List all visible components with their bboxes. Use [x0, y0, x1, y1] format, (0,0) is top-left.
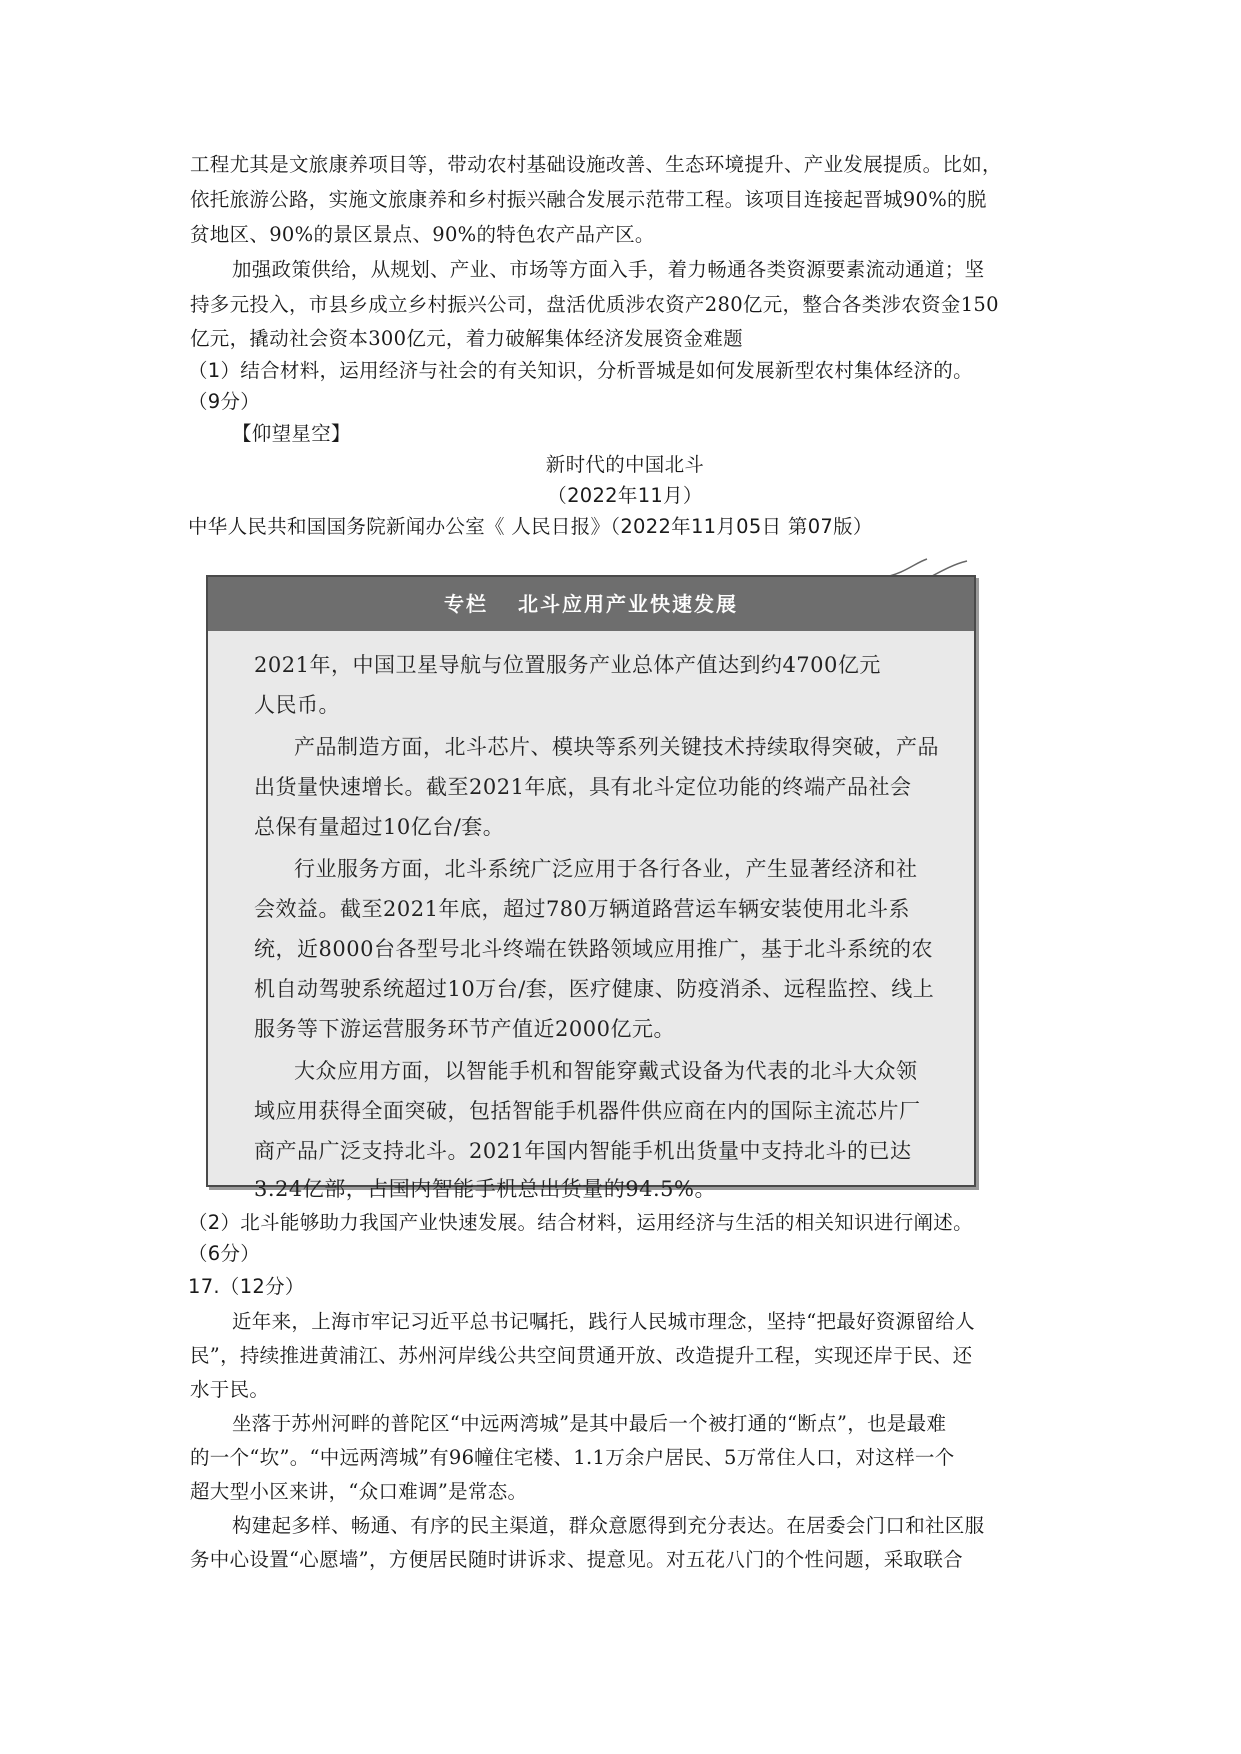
box-line: 总保有量超过10亿台/套。	[254, 815, 505, 839]
paragraph-line: 构建起多样、畅通、有序的民主渠道，群众意愿得到充分表达。在居委会门口和社区服	[232, 1514, 985, 1537]
box-line: 会效益。截至2021年底，超过780万辆道路营运车辆安装使用北斗系	[254, 897, 911, 921]
section-heading: 【仰望星空】	[232, 422, 351, 445]
question-1-line: （1）结合材料，运用经济与社会的有关知识，分析晋城是如何发展新型农村集体经济的。	[188, 359, 973, 382]
info-box	[206, 575, 976, 1201]
box-line: 行业服务方面，北斗系统广泛应用于各行各业，产生显著经济和社	[294, 857, 918, 881]
box-line: 服务等下游运营服务环节产值近2000亿元。	[254, 1017, 675, 1041]
question-17-header: 17.（12分）	[188, 1275, 305, 1298]
box-line: 大众应用方面，以智能手机和智能穿戴式设备为代表的北斗大众领	[294, 1059, 918, 1083]
paragraph-line: 务中心设置“心愿墙”，方便居民随时讲诉求、提意见。对五花八门的个性问题，采取联合	[190, 1548, 963, 1571]
paragraph-line: 近年来，上海市牢记习近平总书记嘱托，践行人民城市理念，坚持“把最好资源留给人	[232, 1310, 975, 1333]
paragraph-line: 超大型小区来讲，“众口难调”是常态。	[190, 1480, 528, 1503]
paragraph-line: 民”，持续推进黄浦江、苏州河岸线公共空间贯通开放、改造提升工程，实现还岸于民、还	[190, 1344, 973, 1367]
article-date: （2022年11月）	[547, 484, 703, 507]
box-line: 3.24亿部，占国内智能手机总出货量的94.5%。	[254, 1177, 716, 1201]
paragraph-line: 坐落于苏州河畔的普陀区“中远两湾城”是其中最后一个被打通的“断点”，也是最难	[232, 1412, 947, 1435]
paragraph-line: 贫地区、90%的景区景点、90%的特色农产品产区。	[190, 223, 655, 246]
paragraph-line: 持多元投入，市县乡成立乡村振兴公司，盘活优质涉农资产280亿元，整合各类涉农资金150	[190, 293, 999, 316]
box-line: 域应用获得全面突破，包括智能手机器件供应商在内的国际主流芯片厂	[254, 1099, 921, 1123]
box-line: 机自动驾驶系统超过10万台/套，医疗健康、防疫消杀、远程监控、线上	[254, 977, 935, 1001]
box-line: 人民币。	[254, 693, 340, 717]
box-line: 商产品广泛支持北斗。2021年国内智能手机出货量中支持北斗的已达	[254, 1139, 912, 1163]
info-box-title: 北斗应用产业快速发展	[518, 592, 738, 616]
box-line: 出货量快速增长。截至2021年底，具有北斗定位功能的终端产品社会	[254, 775, 912, 799]
box-line: 2021年，中国卫星导航与位置服务产业总体产值达到约4700亿元	[254, 653, 881, 677]
box-line: 统，近8000台各型号北斗终端在铁路领域应用推广，基于北斗系统的农	[254, 937, 933, 961]
box-line: 产品制造方面，北斗芯片、模块等系列关键技术持续取得突破，产品	[294, 735, 939, 759]
article-title: 新时代的中国北斗	[545, 453, 705, 476]
paragraph-line: 工程尤其是文旅康养项目等，带动农村基础设施改善、生态环境提升、产业发展提质。比如，	[190, 153, 1002, 176]
article-source: 中华人民共和国国务院新闻办公室《 人民日报》（2022年11月05日 第07版）	[188, 515, 873, 538]
paragraph-line: 水于民。	[190, 1378, 270, 1401]
paragraph-line: 加强政策供给，从规划、产业、市场等方面入手，着力畅通各类资源要素流动通道；坚	[232, 258, 985, 281]
paragraph-line: 依托旅游公路，实施文旅康养和乡村振兴融合发展示范带工程。该项目连接起晋城90%的脱	[190, 188, 987, 211]
info-box-label: 专栏	[444, 592, 488, 616]
question-2-line: （2）北斗能够助力我国产业快速发展。结合材料，运用经济与生活的相关知识进行阐述。	[188, 1211, 973, 1234]
paragraph-line: 亿元，撬动社会资本300亿元，着力破解集体经济发展资金难题	[190, 327, 743, 350]
question-1-points: （9分）	[188, 390, 261, 413]
info-box-header	[208, 577, 974, 631]
paragraph-line: 的一个“坎”。“中远两湾城”有96幢住宅楼、1.1万余户居民、5万常住人口，对这样一个	[190, 1446, 955, 1469]
question-2-points: （6分）	[188, 1242, 261, 1265]
